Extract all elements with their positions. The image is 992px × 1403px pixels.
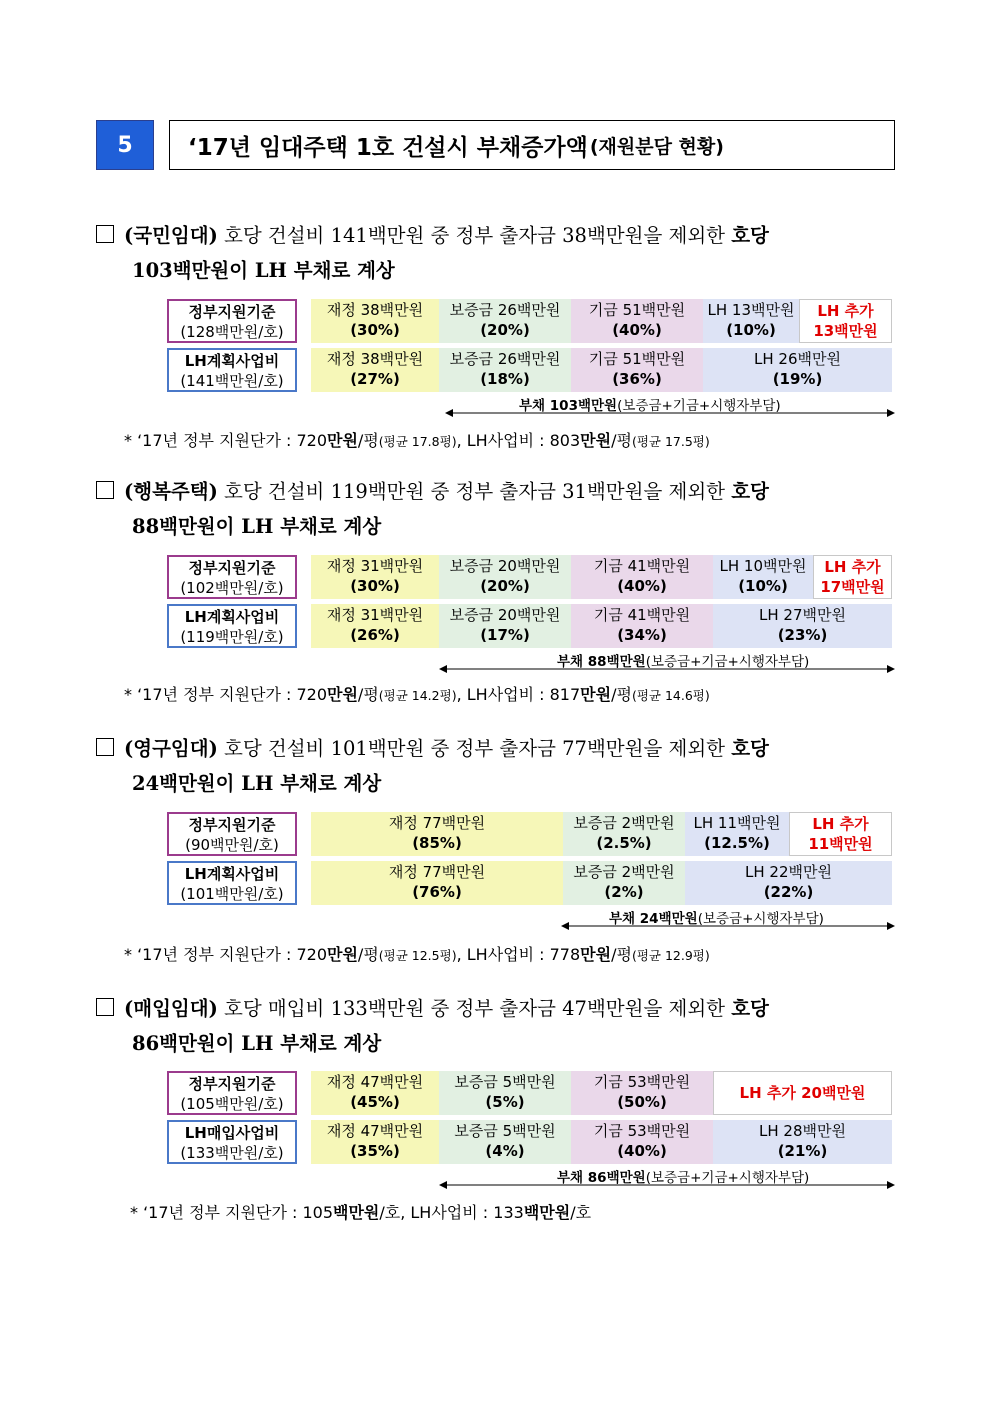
debt-range-arrow-icon — [445, 408, 895, 418]
cell-lh: LH 28백만원 (21%) — [713, 1120, 892, 1164]
row-label-gov-standard: 정부지원기준 (102백만원/호) — [167, 555, 297, 599]
cell-lh: LH 27백만원 (23%) — [713, 604, 892, 648]
cell-deposit: 보증금 2백만원 (2%) — [563, 861, 685, 905]
paragraph-permanent-rental: (영구임대) 호당 건설비 101백만원 중 정부 출자금 77백만원을 제외한 호당 24백만원이 LH 부채로 계상 — [96, 731, 896, 801]
cell-fund: 기금 41백만원 (34%) — [571, 604, 713, 648]
title-main: ‘17년 임대주택 1호 건설시 부채증가액 — [188, 134, 588, 161]
cell-fiscal: 재정 31백만원 (30%) — [311, 555, 439, 599]
cell-fund: 기금 41백만원 (40%) — [571, 555, 713, 599]
debt-label: 부채 103백만원(보증금+기금+시행자부담) — [519, 398, 781, 414]
cell-deposit: 보증금 2백만원 (2.5%) — [563, 812, 685, 856]
section-number: 5 — [96, 120, 154, 170]
checkbox-square-icon — [96, 738, 114, 756]
row-label-lh-plan: LH계획사업비 (101백만원/호) — [167, 861, 297, 905]
cell-fund: 기금 51백만원 (36%) — [571, 348, 703, 392]
row-label-gov-standard: 정부지원기준 (90백만원/호) — [167, 812, 297, 856]
debt-label: 부채 88백만원(보증금+기금+시행자부담) — [557, 654, 810, 670]
row-label-lh-plan: LH계획사업비 (119백만원/호) — [167, 604, 297, 648]
cell-fiscal: 재정 47백만원 (35%) — [311, 1120, 439, 1164]
paragraph-national-rental: (국민임대) 호당 건설비 141백만원 중 정부 출자금 38백만원을 제외한 호당 103백만원이 LH 부채로 계상 — [96, 218, 896, 288]
footnote: * ‘17년 정부 지원단가 : 720만원/평(평균 17.8평), LH사업비 : 803만원/평(평균 17.5평) — [124, 431, 710, 450]
debt-range-arrow-icon — [561, 921, 895, 931]
paragraph-purchase-rental: (매입임대) 호당 매입비 133백만원 중 정부 출자금 47백만원을 제외한 호당 86백만원이 LH 부채로 계상 — [96, 991, 896, 1061]
debt-range-arrow-icon — [439, 1180, 895, 1190]
cell-lh-extra: LH 추가 17백만원 — [813, 555, 892, 599]
cell-fiscal: 재정 31백만원 (26%) — [311, 604, 439, 648]
cell-fiscal: 재정 38백만원 (30%) — [311, 299, 439, 343]
cell-lh: LH 10백만원 (10%) — [713, 555, 813, 599]
cell-lh: LH 11백만원 (12.5%) — [685, 812, 789, 856]
row-label-lh-plan: LH계획사업비 (141백만원/호) — [167, 348, 297, 392]
cell-fiscal: 재정 38백만원 (27%) — [311, 348, 439, 392]
cell-lh: LH 22백만원 (22%) — [685, 861, 892, 905]
debt-label: 부채 24백만원(보증금+시행자부담) — [609, 911, 824, 927]
cell-deposit: 보증금 20백만원 (17%) — [439, 604, 571, 648]
cell-fiscal: 재정 47백만원 (45%) — [311, 1071, 439, 1115]
cell-fund: 기금 53백만원 (40%) — [571, 1120, 713, 1164]
cell-deposit: 보증금 26백만원 (18%) — [439, 348, 571, 392]
debt-range-arrow-icon — [439, 664, 895, 674]
cell-lh-extra: LH 추가 20백만원 — [713, 1071, 892, 1115]
cell-fiscal: 재정 77백만원 (85%) — [311, 812, 563, 856]
debt-label: 부채 86백만원(보증금+기금+시행자부담) — [557, 1170, 810, 1186]
paragraph-happy-housing: (행복주택) 호당 건설비 119백만원 중 정부 출자금 31백만원을 제외한 호당 88백만원이 LH 부채로 계상 — [96, 474, 896, 544]
row-label-gov-standard: 정부지원기준 (105백만원/호) — [167, 1071, 297, 1115]
cell-lh-extra: LH 추가 11백만원 — [789, 812, 892, 856]
cell-lh-extra: LH 추가 13백만원 — [799, 299, 892, 343]
cell-deposit: 보증금 20백만원 (20%) — [439, 555, 571, 599]
section-title — [169, 120, 895, 170]
footnote: * ‘17년 정부 지원단가 : 720만원/평(평균 12.5평), LH사업비 : 778만원/평(평균 12.9평) — [124, 945, 710, 964]
cell-deposit: 보증금 26백만원 (20%) — [439, 299, 571, 343]
row-label-lh-purchase: LH매입사업비 (133백만원/호) — [167, 1120, 297, 1164]
checkbox-square-icon — [96, 998, 114, 1016]
checkbox-square-icon — [96, 225, 114, 243]
cell-fund: 기금 51백만원 (40%) — [571, 299, 703, 343]
cell-lh: LH 13백만원 (10%) — [703, 299, 799, 343]
cell-fund: 기금 53백만원 (50%) — [571, 1071, 713, 1115]
cell-deposit: 보증금 5백만원 (4%) — [439, 1120, 571, 1164]
cell-deposit: 보증금 5백만원 (5%) — [439, 1071, 571, 1115]
row-label-gov-standard: 정부지원기준 (128백만원/호) — [167, 299, 297, 343]
footnote: * ‘17년 정부 지원단가 : 720만원/평(평균 14.2평), LH사업비 : 817만원/평(평균 14.6평) — [124, 685, 710, 704]
cell-lh: LH 26백만원 (19%) — [703, 348, 892, 392]
footnote: * ‘17년 정부 지원단가 : 105백만원/호, LH사업비 : 133백만원/호 — [130, 1203, 592, 1222]
title-sub: (재원분담 현황) — [589, 135, 724, 158]
cell-fiscal: 재정 77백만원 (76%) — [311, 861, 563, 905]
checkbox-square-icon — [96, 481, 114, 499]
